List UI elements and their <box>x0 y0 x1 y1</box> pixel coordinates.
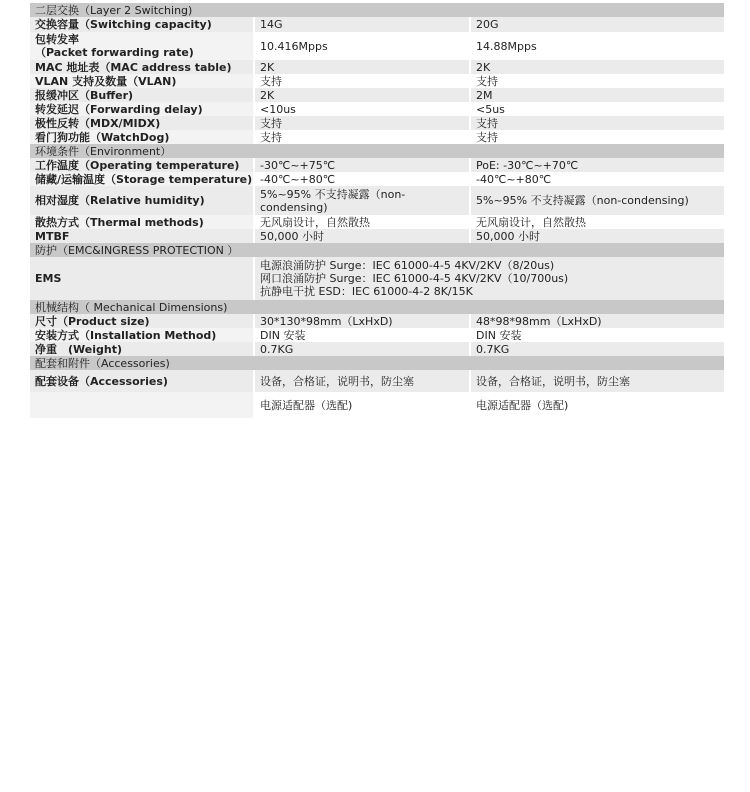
spec-value-model-b: 2M <box>470 88 724 102</box>
spec-value-model-a: DIN 安装 <box>254 328 470 342</box>
spec-label: 储藏/运输温度（Storage temperature) <box>30 172 254 186</box>
spec-value-model-b: -40℃~+80℃ <box>470 172 724 186</box>
spec-value-model-b: 20G <box>470 17 724 32</box>
spec-value-model-a: 10.416Mpps <box>254 32 470 60</box>
spec-value-model-a: 支持 <box>254 130 470 144</box>
spec-row <box>30 328 724 342</box>
spec-value-model-b: 无风扇设计，自然散热 <box>470 215 724 229</box>
spec-row <box>30 74 724 88</box>
spec-label: 尺寸（Product size) <box>30 314 254 328</box>
spec-label: 工作温度（Operating temperature) <box>30 158 254 172</box>
spec-label: 极性反转（MDX/MIDX) <box>30 116 254 130</box>
section-header <box>30 243 724 257</box>
spec-value-model-a: 设备，合格证，说明书，防尘塞 <box>254 370 470 392</box>
spec-value-model-a: 支持 <box>254 74 470 88</box>
section-title: 环境条件（Environment） <box>30 144 724 158</box>
spec-row <box>30 229 724 243</box>
spec-value-model-a: 5%~95% 不支持凝露（non- condensing) <box>254 186 470 215</box>
spec-value-model-a: 14G <box>254 17 470 32</box>
spec-row <box>30 130 724 144</box>
spec-value-model-a: 30*130*98mm（LxHxD) <box>254 314 470 328</box>
spec-row <box>30 186 724 215</box>
spec-table-body <box>30 3 724 418</box>
spec-label <box>30 392 254 418</box>
spec-value-model-b: 48*98*98mm（LxHxD) <box>470 314 724 328</box>
spec-value-model-a: 0.7KG <box>254 342 470 356</box>
spec-value-model-b: 电源适配器（选配) <box>470 392 724 418</box>
spec-row <box>30 370 724 392</box>
spec-row <box>30 116 724 130</box>
spec-value-model-a: 2K <box>254 60 470 74</box>
spec-value-model-b: 支持 <box>470 130 724 144</box>
spec-value-model-a: -30℃~+75℃ <box>254 158 470 172</box>
spec-value-model-a: 无风扇设计，自然散热 <box>254 215 470 229</box>
spec-value-model-b: 支持 <box>470 116 724 130</box>
spec-label: MAC 地址表（MAC address table) <box>30 60 254 74</box>
spec-table <box>30 3 724 418</box>
spec-label: VLAN 支持及数量（VLAN) <box>30 74 254 88</box>
spec-label: 看门狗功能（WatchDog) <box>30 130 254 144</box>
spec-row <box>30 88 724 102</box>
spec-value-model-b: 14.88Mpps <box>470 32 724 60</box>
spec-row <box>30 32 724 60</box>
section-title: 二层交换（Layer 2 Switching) <box>30 3 724 17</box>
spec-row <box>30 215 724 229</box>
spec-value-model-b: <5us <box>470 102 724 116</box>
spec-label: MTBF <box>30 229 254 243</box>
spec-value-model-b: 50,000 小时 <box>470 229 724 243</box>
spec-value-model-b: PoE: -30℃~+70℃ <box>470 158 724 172</box>
section-header <box>30 300 724 314</box>
spec-value-model-a: 电源适配器（选配) <box>254 392 470 418</box>
spec-value-model-a: 2K <box>254 88 470 102</box>
spec-value-model-b: DIN 安装 <box>470 328 724 342</box>
spec-label: 报缓冲区（Buffer) <box>30 88 254 102</box>
spec-label: 转发延迟（Forwarding delay) <box>30 102 254 116</box>
section-title: 机械结构（ Mechanical Dimensions) <box>30 300 724 314</box>
spec-row <box>30 342 724 356</box>
spec-label: 相对湿度（Relative humidity) <box>30 186 254 215</box>
spec-value-model-b: 5%~95% 不支持凝露（non-condensing) <box>470 186 724 215</box>
spec-label: 包转发率 （Packet forwarding rate) <box>30 32 254 60</box>
spec-label: 安装方式（Installation Method) <box>30 328 254 342</box>
spec-row <box>30 102 724 116</box>
spec-value-model-a: 50,000 小时 <box>254 229 470 243</box>
spec-value-span: 电源浪涌防护 Surge：IEC 61000-4-5 4KV/2KV（8/20us) 网口浪涌防护 Surge：IEC 61000-4-5 4KV/2KV（10/700us) 抗静电干扰 ESD：IEC 61000-4-2 8K/15K <box>254 257 724 300</box>
spec-value-model-a: -40℃~+80℃ <box>254 172 470 186</box>
section-header <box>30 144 724 158</box>
spec-row <box>30 257 724 300</box>
spec-value-model-a: 支持 <box>254 116 470 130</box>
spec-label: 配套设备（Accessories) <box>30 370 254 392</box>
spec-value-model-b: 2K <box>470 60 724 74</box>
spec-label: 散热方式（Thermal methods) <box>30 215 254 229</box>
section-header <box>30 3 724 17</box>
spec-label: 净重 (Weight) <box>30 342 254 356</box>
spec-value-model-a: <10us <box>254 102 470 116</box>
spec-row <box>30 314 724 328</box>
spec-row <box>30 60 724 74</box>
spec-row <box>30 392 724 418</box>
spec-row <box>30 17 724 32</box>
spec-row <box>30 172 724 186</box>
spec-row <box>30 158 724 172</box>
spec-value-model-b: 0.7KG <box>470 342 724 356</box>
spec-label: 交换容量（Switching capacity) <box>30 17 254 32</box>
spec-value-model-b: 设备，合格证，说明书，防尘塞 <box>470 370 724 392</box>
section-title: 防护（EMC&INGRESS PROTECTION ） <box>30 243 724 257</box>
section-title: 配套和附件（Accessories) <box>30 356 724 370</box>
spec-label: EMS <box>30 257 254 300</box>
spec-value-model-b: 支持 <box>470 74 724 88</box>
section-header <box>30 356 724 370</box>
